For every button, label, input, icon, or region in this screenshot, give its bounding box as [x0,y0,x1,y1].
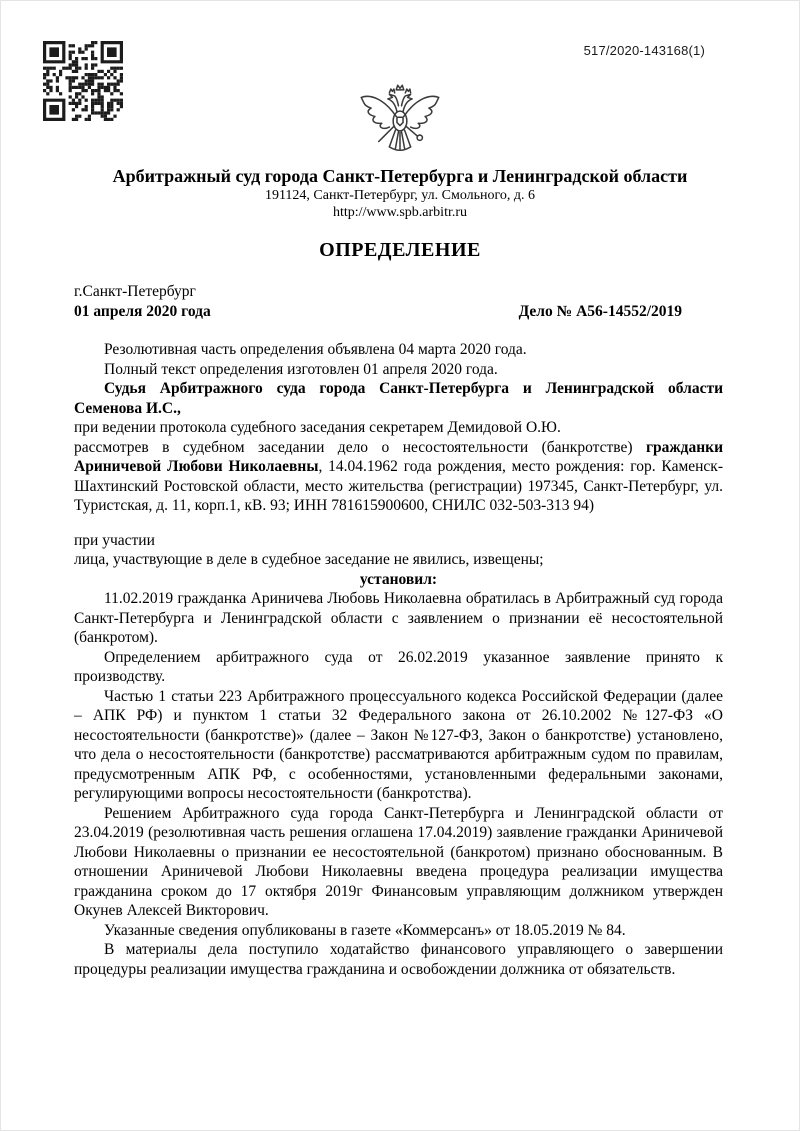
document-title: ОПРЕДЕЛЕНИЕ [319,239,481,261]
case-description-suffix: , 14.04.1962 года рождения, место рождения: гор. Каменск-Шахтинский Ростовской области, место жительства (регистрации) 197345, Санкт-Петербург, ул. Туристская, д. 11, корп.1, кВ. 93; ИНН 781615900600, СНИЛС 032-503-313 94) [74,458,723,514]
court-website: http://www.spb.arbitr.ru [332,205,468,220]
qr-code-icon [43,41,123,121]
city-and-date [74,282,211,321]
participation-label: при участии [74,531,155,549]
document-registration-number: 517/2020-143168(1) [583,43,705,58]
case-description-paragraph [74,438,723,516]
city-label: г.Санкт-Петербург [74,283,196,300]
document-body [1,282,799,979]
resolution-dates [74,340,723,379]
ustanovil-heading: установил: [359,570,438,588]
resolution-announced-line: Резолютивная часть определения объявлена 04 марта 2020 года. [104,341,527,358]
secretary-paragraph: при ведении протокола судебного заседания секретарем Демидовой О.Ю. [74,419,561,436]
double-headed-eagle-coat-of-arms-icon [353,83,447,159]
participants-block [74,531,723,570]
court-address: 191124, Санкт-Петербург, ул. Смольного, д. 6 [264,188,536,203]
court-name: Арбитражный суд города Санкт-Петербурга и Ленинградской области [112,166,688,186]
body-paragraph: Частью 1 статьи 223 Арбитражного процессуального кодекса Российской Федерации (далее – АПК РФ) и пунктом 1 статьи 32 Федерального закона от 26.10.2002 №127-ФЗ «О несостоятельности (банкротстве)» (далее – Закон №127-ФЗ, Закон о банкротстве) установлено, что дела о несостоятельности (банкротстве) рассматриваются арбитражным судом по правилам, предусмотренным АПК РФ, с особенностями, установленными федеральными законами, регулирующими вопросы несостоятельности (банкротства). [74,687,723,802]
participation-note: лица, участвующие в деле в судебное заседание не явились, извещены; [74,551,544,568]
case-description-prefix: рассмотрев в судебном заседании дело о несостоятельности (банкротстве) [74,438,646,456]
debtor-name: гражданки Ариничевой Любови Николаевны [74,438,723,475]
case-number: Дело № А56-14552/2019 [518,302,682,320]
meta-row [74,282,723,321]
body-paragraph: Определением арбитражного суда от 26.02.2019 указанное заявление принято к производству. [74,648,723,685]
body-paragraph: Решением Арбитражного суда города Санкт-Петербурга и Ленинградской области от 23.04.2019 (резолютивная часть решения оглашена 17.04.2019) заявление гражданки Ариничевой Любови Николаевны о признании ее несостоятельной (банкротом) признано обоснованным. В отношении Ариничевой Любови Николаевны введена процедура реализации имущества гражданина сроком до 17 октября 2019г Финансовым управляющим должником утвержден Окунев Алексей Викторович. [74,804,723,919]
body-paragraph: Указанные сведения опубликованы в газете «Коммерсанъ» от 18.05.2019 № 84. [104,921,626,939]
body-paragraph: 11.02.2019 гражданка Ариничева Любовь Николаевна обратилась в Арбитражный суд города Санкт-Петербурга и Ленинградской области с заявлением о признании её несостоятельной (банкротом). [74,590,723,646]
resolution-full-text-line: Полный текст определения изготовлен 01 апреля 2020 года. [104,360,498,378]
judge-paragraph: Судья Арбитражного суда города Санкт-Петербурга и Ленинградской области Семенова И.С., [74,380,723,417]
body-paragraph: В материалы дела поступило ходатайство финансового управляющего о завершении процедуры реализации имущества гражданина и освобождении должника от обязательств. [74,941,723,978]
ruling-date: 01 апреля 2020 года [74,302,211,320]
